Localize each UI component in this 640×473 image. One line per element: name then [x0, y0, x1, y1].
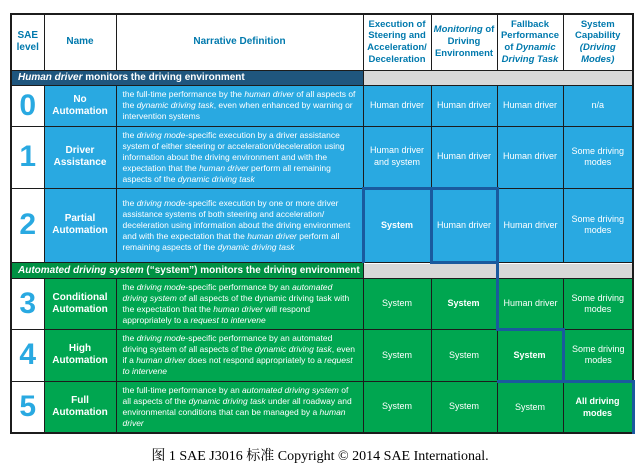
matrix-cell-fallback: System [497, 329, 563, 381]
level-number: 0 [11, 85, 44, 126]
narrative-cell: the driving mode-specific performance by an automated driving system of all aspects of the dynamic driving task with the expectation that the human driver will respond appropriately to a request to intervene [116, 278, 363, 329]
section-band-human [11, 70, 633, 85]
sae-levels-table [10, 13, 635, 434]
matrix-cell-capability: Some driving modes [563, 188, 633, 262]
table-row-level-5 [11, 381, 633, 433]
matrix-cell-fallback: Human driver [497, 188, 563, 262]
matrix-cell-execution: Human driver [363, 85, 431, 126]
level-name: Partial Automation [44, 188, 116, 262]
matrix-cell-capability: n/a [563, 85, 633, 126]
matrix-cell-execution: Human driver and system [363, 126, 431, 188]
level-number: 1 [11, 126, 44, 188]
level-name: High Automation [44, 329, 116, 381]
table-row-level-1 [11, 126, 633, 188]
figure-caption: 图 1 SAE J3016 标准 Copyright © 2014 SAE International. [151, 449, 489, 465]
level-name: No Automation [44, 85, 116, 126]
header-cell-narrative: Narrative Definition [116, 14, 363, 70]
matrix-cell-fallback: Human driver [497, 126, 563, 188]
level-number: 2 [11, 188, 44, 262]
header-cell-name: Name [44, 14, 116, 70]
table-row-level-0 [11, 85, 633, 126]
level-name: Full Automation [44, 381, 116, 433]
matrix-cell-monitoring: System [431, 329, 497, 381]
header-cell-monitoring: Monitoring of Driving Environment [431, 14, 497, 70]
level-number: 5 [11, 381, 44, 433]
section-band-gray-2 [363, 262, 633, 278]
matrix-cell-fallback: Human driver [497, 278, 563, 329]
matrix-cell-monitoring: System [431, 278, 497, 329]
matrix-cell-capability: Some driving modes [563, 329, 633, 381]
narrative-cell: the full-time performance by an automated driving system of all aspects of the dynamic driving task under all roadway and environmental conditions that can be managed by a human driver [116, 381, 363, 433]
header-cell-fallback: Fallback Performance of Dynamic Driving Task [497, 14, 563, 70]
stair-border-segment [496, 262, 499, 278]
section-band-gray-1 [363, 70, 633, 85]
matrix-cell-capability: Some driving modes [563, 126, 633, 188]
matrix-cell-monitoring: Human driver [431, 126, 497, 188]
narrative-cell: the driving mode-specific execution by a driver assistance system of either steering or acceleration/deceleration using information about the driving environment and with the expectation that the human driver perform all remaining aspects of the dynamic driving task [116, 126, 363, 188]
section-title-human: Human driver monitors the driving environment [11, 70, 363, 85]
narrative-cell: the driving mode-specific performance by an automated driving system of all aspects of the dynamic driving task, even if a human driver does not respond appropriately to a request to intervene [116, 329, 363, 381]
matrix-cell-capability: Some driving modes [563, 278, 633, 329]
table-row-level-3 [11, 278, 633, 329]
table-row-level-4 [11, 329, 633, 381]
narrative-cell: the full-time performance by the human driver of all aspects of the dynamic driving task, even when enhanced by warning or intervention systems [116, 85, 363, 126]
header-cell-capability: System Capability (Driving Modes) [563, 14, 633, 70]
matrix-cell-execution: System [363, 188, 431, 262]
header-cell-sae-level: SAE level [11, 14, 44, 70]
table-row-level-2 [11, 188, 633, 262]
matrix-cell-execution: System [363, 381, 431, 433]
section-title-automated: Automated driving system (“system”) monitors the driving environment [11, 262, 363, 278]
matrix-cell-fallback: Human driver [497, 85, 563, 126]
header-cell-execution: Execution of Steering and Acceleration/ Deceleration [363, 14, 431, 70]
level-number: 3 [11, 278, 44, 329]
level-number: 4 [11, 329, 44, 381]
matrix-cell-fallback: System [497, 381, 563, 433]
matrix-cell-monitoring: Human driver [431, 188, 497, 262]
matrix-cell-execution: System [363, 329, 431, 381]
level-name: Conditional Automation [44, 278, 116, 329]
matrix-cell-execution: System [363, 278, 431, 329]
header-row [11, 14, 633, 70]
matrix-cell-monitoring: Human driver [431, 85, 497, 126]
level-name: Driver Assistance [44, 126, 116, 188]
narrative-cell: the driving mode-specific execution by one or more driver assistance systems of both steering and acceleration/ deceleration using information about the driving environment and with the expectation that the human driver perform all remaining aspects of the dynamic driving task [116, 188, 363, 262]
section-band-automated [11, 262, 633, 278]
matrix-cell-monitoring: System [431, 381, 497, 433]
matrix-cell-capability: All driving modes [563, 381, 633, 433]
